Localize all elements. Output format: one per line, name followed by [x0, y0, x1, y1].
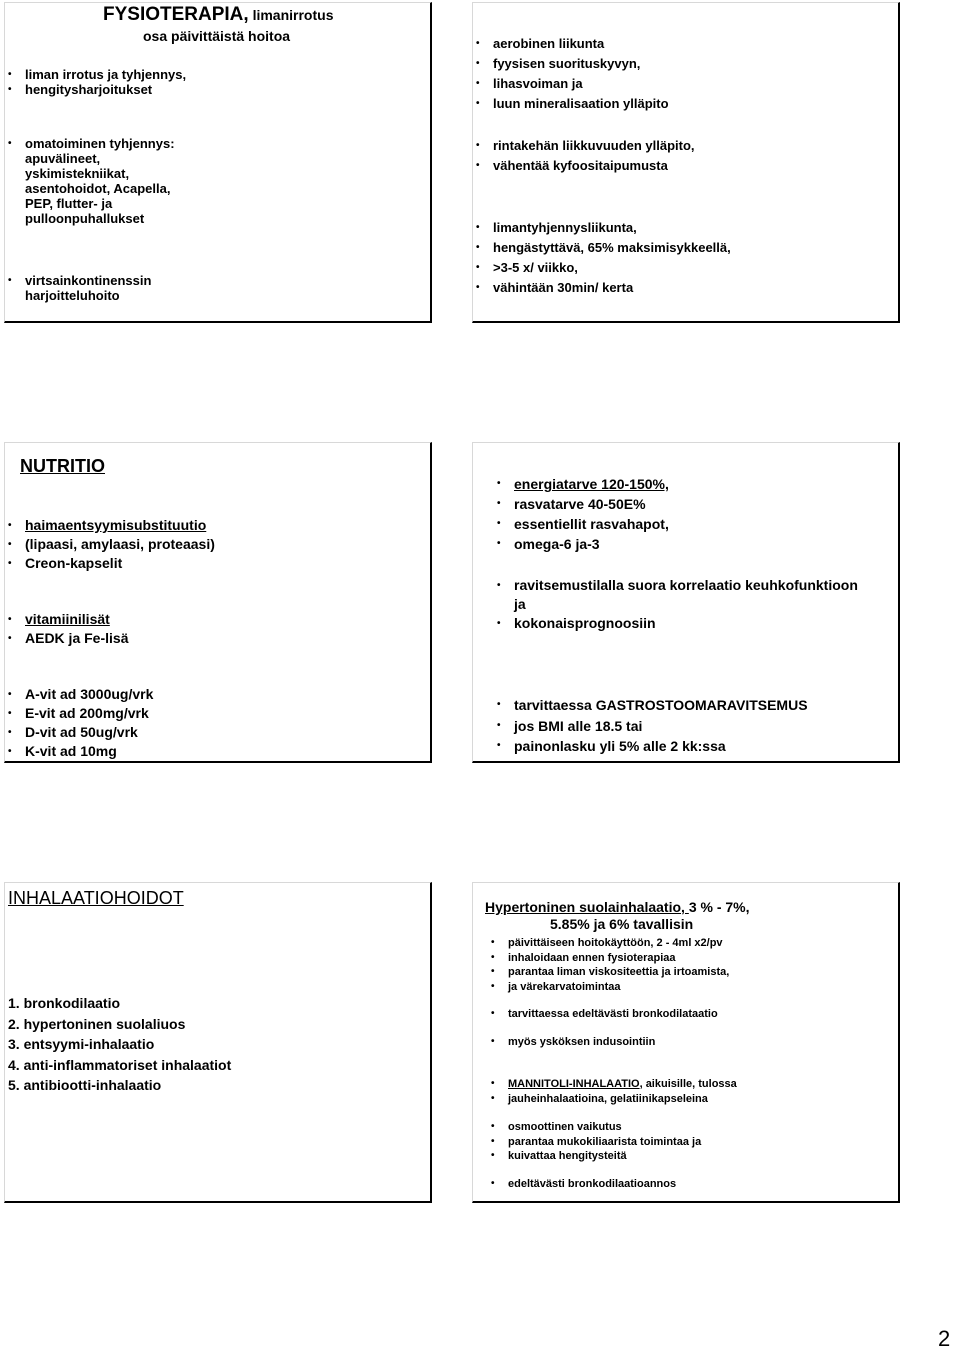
bullet-list — [25, 516, 215, 573]
list-item: • jauheinhalaatioina, gelatiinikapseleina — [508, 1092, 737, 1107]
list-item: • >3-5 x/ viikko, — [493, 258, 731, 278]
slide-title — [103, 4, 333, 26]
list-item: • lihasvoiman ja — [493, 74, 669, 94]
list-item: • omega-6 ja-3 — [514, 534, 669, 554]
list-item: • omatoiminen tyhjennys: — [25, 136, 175, 151]
list-item: 5. antibiootti-inhalaatio — [8, 1077, 162, 1093]
list-item: • parantaa mukokiliaarista toimintaa ja — [508, 1135, 701, 1150]
list-item — [508, 1077, 737, 1092]
list-item: • liman irrotus ja tyhjennys, — [25, 67, 186, 82]
list-item: • edeltävästi bronkodilaatioannos — [508, 1177, 676, 1192]
bullet-list — [493, 34, 669, 114]
bullet-list — [25, 136, 175, 226]
list-item: 2. hypertoninen suolaliuos — [8, 1015, 186, 1032]
slide-nutritio-left — [4, 442, 432, 763]
slide-inhalaatio-left — [4, 882, 432, 1203]
list-item: • vähintään 30min/ kerta — [493, 278, 731, 298]
bullet-list — [508, 1177, 676, 1192]
bullet-list — [25, 610, 128, 648]
bullet-list — [493, 136, 695, 176]
slide-title: NUTRITIO — [20, 456, 105, 476]
list-item: • tarvittaessa edeltävästi bronkodilataatio — [508, 1007, 718, 1022]
list-item: • rasvatarve 40-50E% — [514, 494, 669, 514]
title-sub: limanirrotus — [248, 7, 334, 23]
list-item: 3. entsyymi-inhalaatio — [8, 1036, 155, 1052]
mannitoli-rest: , aikuisille, tulossa — [639, 1078, 737, 1090]
list-item: • essentiellit rasvahapot, — [514, 514, 669, 534]
heading-underlined: Hypertoninen suolainhalaatio, — [485, 899, 689, 915]
list-item: • painonlasku yli 5% alle 2 kk:ssa — [514, 736, 808, 757]
list-item: • K-vit ad 10mg — [25, 742, 153, 761]
numbered-list — [8, 993, 231, 1096]
bullet-list — [514, 474, 669, 554]
list-item: • virtsainkontinenssin — [25, 273, 151, 288]
list-item: • vähentää kyfoositaipumusta — [493, 156, 695, 176]
list-item: • ja värekarvatoimintaa — [508, 980, 729, 995]
bullet-list — [493, 218, 731, 298]
bullet-list — [508, 936, 729, 994]
list-item: • myös ysköksen indusointiin — [508, 1035, 655, 1050]
list-item: • fyysisen suorituskyvyn, — [493, 54, 669, 74]
list-item: • osmoottinen vaikutus — [508, 1120, 701, 1135]
list-item: PEP, flutter- ja — [25, 196, 113, 211]
list-item: • päivittäiseen hoitokäyttöön, 2 - 4ml x2/pv — [508, 936, 729, 951]
list-item: asentohoidot, Acapella, — [25, 181, 171, 196]
list-item: • ravitsemustilalla suora korrelaatio keuhkofunktioon — [514, 576, 858, 595]
slide-heading-line2: 5.85% ja 6% tavallisin — [550, 916, 694, 932]
list-item: • inhaloidaan ennen fysioterapiaa — [508, 951, 729, 966]
bullet-list — [508, 1035, 655, 1050]
list-item: yskimistekniikat, — [25, 166, 130, 181]
bullet-list — [508, 1077, 737, 1106]
list-item: • rintakehän liikkuvuuden ylläpito, — [493, 136, 695, 156]
slide-heading — [485, 899, 750, 915]
list-item: • AEDK ja Fe-lisä — [25, 629, 128, 648]
list-item: • energiatarve 120-150%, — [514, 474, 669, 494]
bullet-list — [514, 576, 858, 633]
heading-rest: 3 % - 7%, — [688, 899, 750, 915]
list-item: 1. bronkodilaatio — [8, 995, 121, 1011]
list-item: • Creon-kapselit — [25, 554, 215, 573]
list-item: harjoitteluhoito — [25, 288, 120, 303]
bullet-list — [508, 1120, 701, 1164]
slide-subtitle: osa päivittäistä hoitoa — [143, 28, 291, 44]
list-item: • tarvittaessa GASTROSTOOMARAVITSEMUS — [514, 695, 808, 716]
list-item: 4. anti-inflammatoriset inhalaatiot — [8, 1056, 232, 1073]
bullet-list — [514, 695, 808, 757]
bullet-list — [508, 1007, 718, 1022]
slide-nutritio-right — [472, 442, 900, 763]
slide-inhalaatio-right — [472, 882, 900, 1203]
bullet-list — [25, 67, 186, 97]
list-item: • A-vit ad 3000ug/vrk — [25, 685, 153, 704]
title-main: FYSIOTERAPIA, — [103, 4, 249, 25]
bullet-list — [25, 685, 153, 761]
list-item: • luun mineralisaation ylläpito — [493, 94, 669, 114]
slide-title: INHALAATIOHOIDOT — [8, 888, 184, 908]
list-item: • limantyhjennysliikunta, — [493, 218, 731, 238]
list-item: • haimaentsyymisubstituutio — [25, 516, 215, 535]
page-number: 2 — [938, 1326, 951, 1351]
list-item: • kokonaisprognoosiin — [514, 614, 858, 633]
mannitoli-label: MANNITOLI-INHALAATIO — [508, 1078, 640, 1090]
list-item: • E-vit ad 200mg/vrk — [25, 704, 153, 723]
list-item: • parantaa liman viskositeettia ja irtoamista, — [508, 965, 729, 980]
list-item: • (lipaasi, amylaasi, proteaasi) — [25, 535, 215, 554]
list-item: • D-vit ad 50ug/vrk — [25, 723, 153, 742]
list-item: • kuivattaa hengitysteitä — [508, 1149, 701, 1164]
list-item: pulloonpuhallukset — [25, 211, 145, 226]
list-item: • hengitysharjoitukset — [25, 82, 186, 97]
list-item: • jos BMI alle 18.5 tai — [514, 716, 808, 737]
list-item: ja — [514, 596, 526, 612]
list-item: apuvälineet, — [25, 151, 101, 166]
list-item: • vitamiinilisät — [25, 610, 128, 629]
list-item: • aerobinen liikunta — [493, 34, 669, 54]
list-item: • hengästyttävä, 65% maksimisykkeellä, — [493, 238, 731, 258]
slide-fysioterapia-left — [4, 2, 432, 323]
slide-fysioterapia-right — [472, 2, 900, 323]
bullet-list — [25, 273, 151, 303]
